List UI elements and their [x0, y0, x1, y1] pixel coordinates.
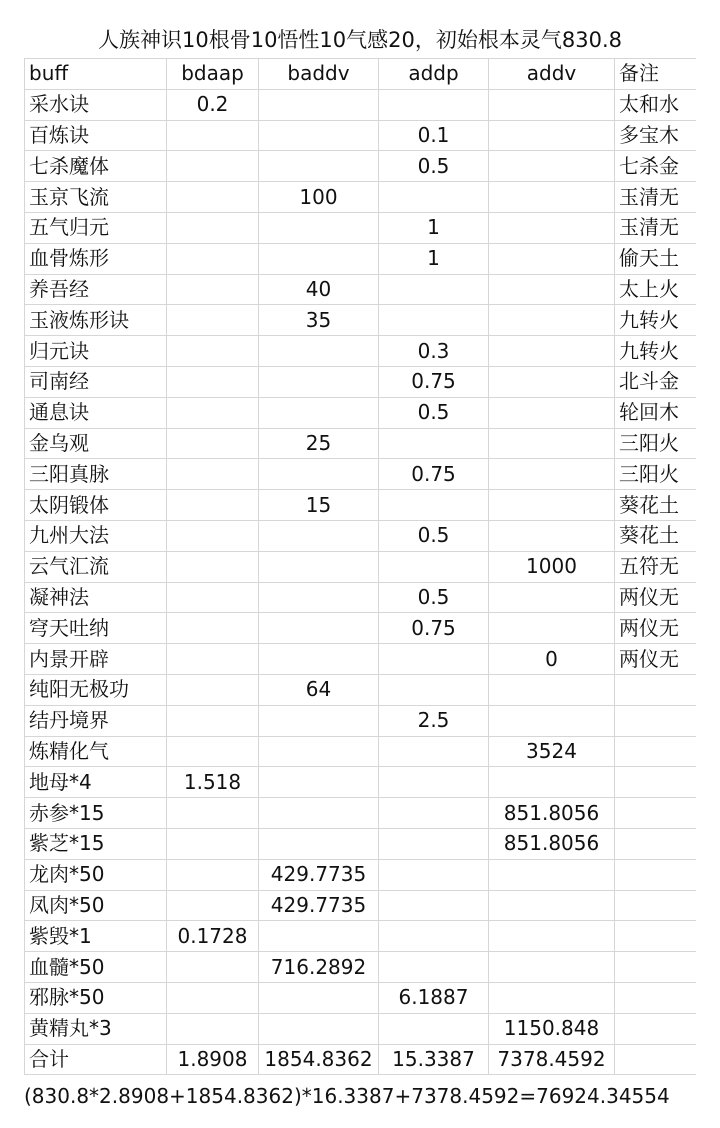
bdaap-cell[interactable]: 0.1728: [167, 921, 259, 952]
addv-cell[interactable]: 1000: [489, 551, 615, 582]
buff-cell[interactable]: 司南经: [25, 366, 167, 397]
buff-cell[interactable]: 归元诀: [25, 336, 167, 367]
table-row: [25, 490, 697, 521]
total-formula: (830.8*2.8908+1854.8362)*16.3387+7378.4592=76924.34554: [24, 1084, 670, 1108]
addv-cell[interactable]: [489, 459, 615, 490]
table-row: [25, 212, 697, 243]
table-row: [25, 305, 697, 336]
baddv-cell[interactable]: 429.7735: [259, 890, 379, 921]
addv-cell[interactable]: 3524: [489, 736, 615, 767]
buff-cell[interactable]: 穹天吐纳: [25, 613, 167, 644]
buff-cell[interactable]: 云气汇流: [25, 551, 167, 582]
addv-cell[interactable]: [489, 212, 615, 243]
addp-cell[interactable]: 1: [379, 243, 489, 274]
addp-cell[interactable]: [379, 182, 489, 213]
table-row: [25, 705, 697, 736]
table-row: [25, 613, 697, 644]
addv-cell[interactable]: [489, 120, 615, 151]
table-row: [25, 1044, 697, 1075]
note-cell[interactable]: [615, 705, 697, 736]
baddv-cell[interactable]: [259, 767, 379, 798]
baddv-cell[interactable]: [259, 705, 379, 736]
addp-cell[interactable]: [379, 767, 489, 798]
addv-cell[interactable]: [489, 89, 615, 120]
baddv-cell[interactable]: [259, 582, 379, 613]
note-cell[interactable]: [615, 828, 697, 859]
addp-cell[interactable]: [379, 89, 489, 120]
table-row: [25, 798, 697, 829]
bdaap-cell[interactable]: 1.518: [167, 767, 259, 798]
addp-cell[interactable]: 0.75: [379, 366, 489, 397]
note-cell[interactable]: [615, 982, 697, 1013]
bdaap-cell[interactable]: [167, 397, 259, 428]
buff-cell[interactable]: 赤参*15: [25, 798, 167, 829]
bdaap-cell[interactable]: [167, 212, 259, 243]
buff-cell[interactable]: 太阴锻体: [25, 490, 167, 521]
addv-cell[interactable]: [489, 243, 615, 274]
addv-cell[interactable]: [489, 520, 615, 551]
addp-cell[interactable]: [379, 490, 489, 521]
buff-cell[interactable]: 血髓*50: [25, 952, 167, 983]
baddv-cell[interactable]: [259, 459, 379, 490]
addp-cell[interactable]: 6.1887: [379, 982, 489, 1013]
bdaap-cell[interactable]: [167, 336, 259, 367]
addp-cell[interactable]: 15.3387: [379, 1044, 489, 1075]
baddv-cell[interactable]: [259, 613, 379, 644]
buff-cell[interactable]: 金乌观: [25, 428, 167, 459]
baddv-cell[interactable]: [259, 151, 379, 182]
baddv-cell[interactable]: [259, 520, 379, 551]
table-row: [25, 921, 697, 952]
addv-cell[interactable]: [489, 490, 615, 521]
bdaap-cell[interactable]: [167, 182, 259, 213]
addp-cell[interactable]: [379, 736, 489, 767]
note-cell[interactable]: 玉清无: [615, 182, 697, 213]
bdaap-cell[interactable]: [167, 428, 259, 459]
table-row: [25, 366, 697, 397]
baddv-cell[interactable]: 100: [259, 182, 379, 213]
table-row: [25, 828, 697, 859]
baddv-cell[interactable]: [259, 551, 379, 582]
baddv-cell[interactable]: 1854.8362: [259, 1044, 379, 1075]
addv-cell[interactable]: 851.8056: [489, 828, 615, 859]
bdaap-cell[interactable]: [167, 613, 259, 644]
table-row: [25, 274, 697, 305]
buff-cell[interactable]: 七杀魔体: [25, 151, 167, 182]
buff-cell[interactable]: 纯阳无极功: [25, 674, 167, 705]
table-row: [25, 182, 697, 213]
buff-table: [24, 58, 697, 1075]
bdaap-cell[interactable]: [167, 582, 259, 613]
addp-cell[interactable]: [379, 305, 489, 336]
baddv-cell[interactable]: [259, 982, 379, 1013]
bdaap-cell[interactable]: [167, 674, 259, 705]
table-row: [25, 582, 697, 613]
buff-cell[interactable]: 凤肉*50: [25, 890, 167, 921]
table-row: [25, 890, 697, 921]
table-row: [25, 428, 697, 459]
bdaap-cell[interactable]: [167, 982, 259, 1013]
addv-cell[interactable]: [489, 705, 615, 736]
column-header[interactable]: addv: [489, 59, 615, 90]
baddv-cell[interactable]: [259, 397, 379, 428]
addv-cell[interactable]: [489, 890, 615, 921]
table-row: [25, 120, 697, 151]
addv-cell[interactable]: [489, 674, 615, 705]
addp-cell[interactable]: [379, 828, 489, 859]
note-cell[interactable]: 七杀金: [615, 151, 697, 182]
note-cell[interactable]: [615, 921, 697, 952]
baddv-cell[interactable]: 716.2892: [259, 952, 379, 983]
note-cell[interactable]: 三阳火: [615, 428, 697, 459]
table-body: [25, 59, 697, 1075]
bdaap-cell[interactable]: 0.2: [167, 89, 259, 120]
addv-cell[interactable]: [489, 859, 615, 890]
note-cell[interactable]: 九转火: [615, 305, 697, 336]
addp-cell[interactable]: 0.1: [379, 120, 489, 151]
baddv-cell[interactable]: [259, 89, 379, 120]
table-row: [25, 674, 697, 705]
baddv-cell[interactable]: [259, 120, 379, 151]
note-cell[interactable]: 偷天土: [615, 243, 697, 274]
table-row: [25, 859, 697, 890]
buff-cell[interactable]: 玉液炼形诀: [25, 305, 167, 336]
addp-cell[interactable]: 0.5: [379, 582, 489, 613]
addv-cell[interactable]: 851.8056: [489, 798, 615, 829]
bdaap-cell[interactable]: [167, 952, 259, 983]
baddv-cell[interactable]: [259, 644, 379, 675]
table-row: [25, 336, 697, 367]
addv-cell[interactable]: [489, 582, 615, 613]
baddv-cell[interactable]: 429.7735: [259, 859, 379, 890]
baddv-cell[interactable]: 35: [259, 305, 379, 336]
bdaap-cell[interactable]: [167, 151, 259, 182]
buff-cell[interactable]: 血骨炼形: [25, 243, 167, 274]
note-cell[interactable]: 葵花土: [615, 490, 697, 521]
addp-cell[interactable]: [379, 859, 489, 890]
addp-cell[interactable]: 2.5: [379, 705, 489, 736]
addp-cell[interactable]: 0.75: [379, 459, 489, 490]
note-cell[interactable]: 多宝木: [615, 120, 697, 151]
baddv-cell[interactable]: [259, 1013, 379, 1044]
note-cell[interactable]: [615, 859, 697, 890]
note-cell[interactable]: 两仪无: [615, 644, 697, 675]
baddv-cell[interactable]: [259, 243, 379, 274]
buff-cell[interactable]: 结丹境界: [25, 705, 167, 736]
addp-cell[interactable]: [379, 674, 489, 705]
buff-cell[interactable]: 养吾经: [25, 274, 167, 305]
baddv-cell[interactable]: 64: [259, 674, 379, 705]
table-row: [25, 397, 697, 428]
addv-cell[interactable]: [489, 921, 615, 952]
baddv-cell[interactable]: [259, 798, 379, 829]
baddv-cell[interactable]: [259, 336, 379, 367]
note-cell[interactable]: 北斗金: [615, 366, 697, 397]
bdaap-cell[interactable]: [167, 243, 259, 274]
buff-cell[interactable]: 黄精丸*3: [25, 1013, 167, 1044]
table-row: [25, 520, 697, 551]
buff-cell[interactable]: 地母*4: [25, 767, 167, 798]
addp-cell[interactable]: [379, 921, 489, 952]
buff-cell[interactable]: 合计: [25, 1044, 167, 1075]
addp-cell[interactable]: 1: [379, 212, 489, 243]
buff-cell[interactable]: 采水诀: [25, 89, 167, 120]
note-cell[interactable]: [615, 1044, 697, 1075]
note-cell[interactable]: [615, 890, 697, 921]
table-row: [25, 1013, 697, 1044]
table-row: [25, 89, 697, 120]
addp-cell[interactable]: [379, 890, 489, 921]
header-row: [25, 59, 697, 90]
addp-cell[interactable]: [379, 952, 489, 983]
bdaap-cell[interactable]: [167, 520, 259, 551]
note-cell[interactable]: 两仪无: [615, 613, 697, 644]
addv-cell[interactable]: [489, 274, 615, 305]
column-header[interactable]: bdaap: [167, 59, 259, 90]
addv-cell[interactable]: [489, 336, 615, 367]
addp-cell[interactable]: [379, 274, 489, 305]
column-header[interactable]: baddv: [259, 59, 379, 90]
column-header[interactable]: addp: [379, 59, 489, 90]
addv-cell[interactable]: 7378.4592: [489, 1044, 615, 1075]
buff-cell[interactable]: 紫芝*15: [25, 828, 167, 859]
buff-cell[interactable]: 龙肉*50: [25, 859, 167, 890]
baddv-cell[interactable]: [259, 212, 379, 243]
buff-cell[interactable]: 通息诀: [25, 397, 167, 428]
table-row: [25, 551, 697, 582]
bdaap-cell[interactable]: [167, 1013, 259, 1044]
addv-cell[interactable]: [489, 305, 615, 336]
table-row: [25, 952, 697, 983]
addv-cell[interactable]: [489, 982, 615, 1013]
baddv-cell[interactable]: 25: [259, 428, 379, 459]
bdaap-cell[interactable]: [167, 736, 259, 767]
addv-cell[interactable]: [489, 952, 615, 983]
baddv-cell[interactable]: 15: [259, 490, 379, 521]
addp-cell[interactable]: [379, 798, 489, 829]
buff-cell[interactable]: 炼精化气: [25, 736, 167, 767]
bdaap-cell[interactable]: [167, 551, 259, 582]
baddv-cell[interactable]: [259, 366, 379, 397]
addp-cell[interactable]: [379, 551, 489, 582]
addv-cell[interactable]: [489, 767, 615, 798]
buff-cell[interactable]: 凝神法: [25, 582, 167, 613]
addp-cell[interactable]: [379, 1013, 489, 1044]
addv-cell[interactable]: 1150.848: [489, 1013, 615, 1044]
table-row: [25, 151, 697, 182]
note-cell[interactable]: [615, 798, 697, 829]
table-row: [25, 736, 697, 767]
addv-cell[interactable]: [489, 151, 615, 182]
bdaap-cell[interactable]: [167, 490, 259, 521]
table-row: [25, 767, 697, 798]
addv-cell[interactable]: [489, 182, 615, 213]
baddv-cell[interactable]: [259, 828, 379, 859]
bdaap-cell[interactable]: [167, 459, 259, 490]
note-cell[interactable]: 五符无: [615, 551, 697, 582]
note-cell[interactable]: 三阳火: [615, 459, 697, 490]
sheet-title: 人族神识10根骨10悟性10气感20，初始根本灵气830.8: [97, 28, 622, 52]
bdaap-cell[interactable]: [167, 120, 259, 151]
bdaap-cell[interactable]: [167, 274, 259, 305]
column-header[interactable]: buff: [25, 59, 167, 90]
addp-cell[interactable]: 0.5: [379, 520, 489, 551]
note-cell[interactable]: [615, 952, 697, 983]
addp-cell[interactable]: 0.5: [379, 151, 489, 182]
bdaap-cell[interactable]: [167, 644, 259, 675]
buff-cell[interactable]: 紫毁*1: [25, 921, 167, 952]
note-cell[interactable]: [615, 1013, 697, 1044]
buff-cell[interactable]: 九州大法: [25, 520, 167, 551]
note-cell[interactable]: 葵花土: [615, 520, 697, 551]
addv-cell[interactable]: [489, 397, 615, 428]
buff-cell[interactable]: 三阳真脉: [25, 459, 167, 490]
addp-cell[interactable]: [379, 428, 489, 459]
table-row: [25, 243, 697, 274]
addv-cell[interactable]: 0: [489, 644, 615, 675]
bdaap-cell[interactable]: [167, 828, 259, 859]
note-cell[interactable]: 轮回木: [615, 397, 697, 428]
addp-cell[interactable]: 0.75: [379, 613, 489, 644]
note-cell[interactable]: 玉清无: [615, 212, 697, 243]
bdaap-cell[interactable]: [167, 305, 259, 336]
bdaap-cell[interactable]: [167, 366, 259, 397]
right-margin: [696, 58, 720, 1078]
addp-cell[interactable]: 0.3: [379, 336, 489, 367]
addp-cell[interactable]: 0.5: [379, 397, 489, 428]
table-row: [25, 644, 697, 675]
buff-cell[interactable]: 内景开辟: [25, 644, 167, 675]
addv-cell[interactable]: [489, 613, 615, 644]
bdaap-cell[interactable]: 1.8908: [167, 1044, 259, 1075]
note-cell[interactable]: [615, 767, 697, 798]
note-cell[interactable]: 太和水: [615, 89, 697, 120]
note-cell[interactable]: [615, 736, 697, 767]
bdaap-cell[interactable]: [167, 890, 259, 921]
baddv-cell[interactable]: [259, 921, 379, 952]
note-cell[interactable]: 太上火: [615, 274, 697, 305]
bdaap-cell[interactable]: [167, 798, 259, 829]
bdaap-cell[interactable]: [167, 705, 259, 736]
buff-cell[interactable]: 百炼诀: [25, 120, 167, 151]
note-cell[interactable]: 两仪无: [615, 582, 697, 613]
baddv-cell[interactable]: [259, 736, 379, 767]
buff-cell[interactable]: 五气归元: [25, 212, 167, 243]
buff-cell[interactable]: 玉京飞流: [25, 182, 167, 213]
table-row: [25, 982, 697, 1013]
baddv-cell[interactable]: 40: [259, 274, 379, 305]
buff-cell[interactable]: 邪脉*50: [25, 982, 167, 1013]
table-row: [25, 459, 697, 490]
addv-cell[interactable]: [489, 366, 615, 397]
addp-cell[interactable]: [379, 644, 489, 675]
note-cell[interactable]: [615, 674, 697, 705]
column-header[interactable]: 备注: [615, 59, 697, 90]
note-cell[interactable]: 九转火: [615, 336, 697, 367]
addv-cell[interactable]: [489, 428, 615, 459]
bdaap-cell[interactable]: [167, 859, 259, 890]
